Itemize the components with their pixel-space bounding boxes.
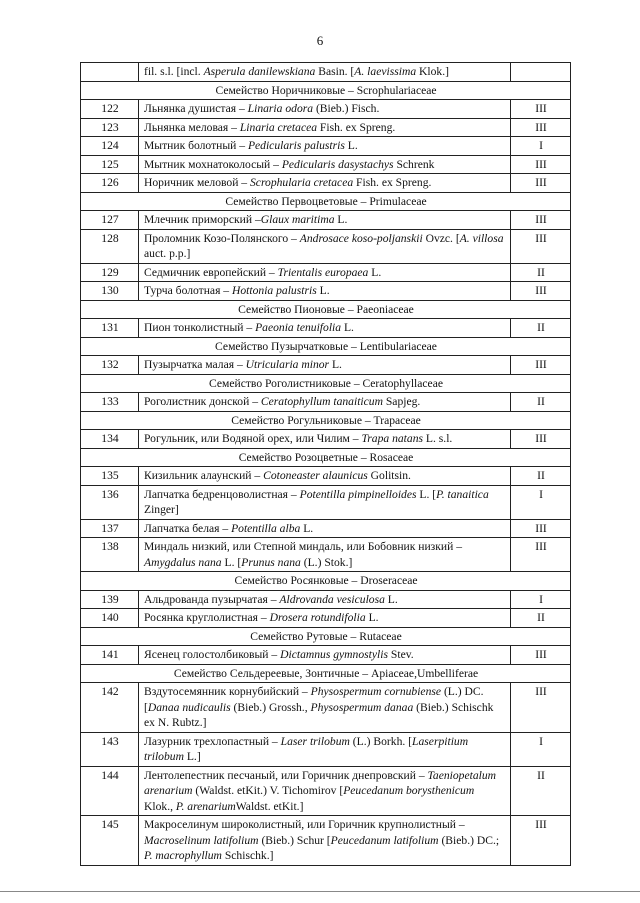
rarity-category: III xyxy=(511,118,571,137)
family-header-row xyxy=(81,81,571,100)
rarity-category: III xyxy=(511,816,571,866)
species-name: Росянка круглолистная – Drosera rotundifolia L. xyxy=(139,609,511,628)
species-name: Норичник меловой – Scrophularia cretacea Fish. ex Spreng. xyxy=(139,174,511,193)
species-number: 128 xyxy=(81,229,139,263)
species-number: 132 xyxy=(81,356,139,375)
rarity-category: III xyxy=(511,100,571,119)
species-number: 135 xyxy=(81,467,139,486)
species-row xyxy=(81,229,571,263)
species-row xyxy=(81,609,571,628)
family-header-row xyxy=(81,572,571,591)
family-header-row xyxy=(81,411,571,430)
rarity-category: II xyxy=(511,263,571,282)
species-number: 130 xyxy=(81,282,139,301)
species-row xyxy=(81,137,571,156)
species-name: Кизильник алаунский – Cotoneaster alaunicus Golitsin. xyxy=(139,467,511,486)
species-name: Рогульник, или Водяной орех, или Чилим – Trapa natans L. s.l. xyxy=(139,430,511,449)
species-name: Млечник приморский –Glaux maritima L. xyxy=(139,211,511,230)
rarity-category: III xyxy=(511,211,571,230)
species-name: Лапчатка белая – Potentilla alba L. xyxy=(139,519,511,538)
species-number: 138 xyxy=(81,538,139,572)
species-name: Миндаль низкий, или Степной миндаль, или Бобовник низкий – Amygdalus nana L. [Prunus nana (L.) Stok.] xyxy=(139,538,511,572)
species-name: Лапчатка бедренцоволистная – Potentilla pimpinelloides L. [P. tanaitica Zinger] xyxy=(139,485,511,519)
species-row xyxy=(81,155,571,174)
rarity-category xyxy=(511,63,571,82)
rarity-category: I xyxy=(511,590,571,609)
species-row xyxy=(81,393,571,412)
species-number: 123 xyxy=(81,118,139,137)
species-number: 133 xyxy=(81,393,139,412)
rarity-category: III xyxy=(511,155,571,174)
species-number: 144 xyxy=(81,766,139,816)
rarity-category: I xyxy=(511,485,571,519)
species-number: 131 xyxy=(81,319,139,338)
species-name: Пузырчатка малая – Utricularia minor L. xyxy=(139,356,511,375)
family-header-row xyxy=(81,300,571,319)
species-row xyxy=(81,100,571,119)
species-row xyxy=(81,732,571,766)
species-row xyxy=(81,319,571,338)
rarity-category: II xyxy=(511,609,571,628)
species-name: Льнянка душистая – Linaria odora (Bieb.) Fisch. xyxy=(139,100,511,119)
rarity-category: II xyxy=(511,393,571,412)
species-name: Лентолепестник песчаный, или Горичник днепровский – Taeniopetalum arenarium (Waldst. etKit.) V. Tichomirov [Peucedanum borysthenicum Klok., P. arenariumWaldst. etKit.] xyxy=(139,766,511,816)
rarity-category: III xyxy=(511,356,571,375)
species-row xyxy=(81,263,571,282)
species-number: 143 xyxy=(81,732,139,766)
family-header-row xyxy=(81,627,571,646)
species-row xyxy=(81,282,571,301)
species-name: Альдрованда пузырчатая – Aldrovanda vesiculosa L. xyxy=(139,590,511,609)
rarity-category: III xyxy=(511,174,571,193)
family-header-row xyxy=(81,664,571,683)
family-name: Семейство Норичниковые – Scrophulariaceae xyxy=(81,81,571,100)
rarity-category: III xyxy=(511,683,571,733)
family-name: Семейство Пионовые – Paeoniaceae xyxy=(81,300,571,319)
species-name: Мытник болотный – Pedicularis palustris L. xyxy=(139,137,511,156)
page-bottom-divider xyxy=(0,891,640,892)
species-row xyxy=(81,118,571,137)
rarity-category: III xyxy=(511,519,571,538)
species-name: Проломник Козо-Полянского – Androsace koso-poljanskii Ovzc. [A. villosa auct. p.p.] xyxy=(139,229,511,263)
species-row xyxy=(81,519,571,538)
species-number: 129 xyxy=(81,263,139,282)
species-number: 137 xyxy=(81,519,139,538)
species-number: 145 xyxy=(81,816,139,866)
species-number: 122 xyxy=(81,100,139,119)
species-name: Льнянка меловая – Linaria cretacea Fish. ex Spreng. xyxy=(139,118,511,137)
rarity-category: I xyxy=(511,137,571,156)
species-row xyxy=(81,211,571,230)
page-number: 6 xyxy=(316,33,324,48)
species-row xyxy=(81,766,571,816)
species-number: 127 xyxy=(81,211,139,230)
species-number: 134 xyxy=(81,430,139,449)
species-name: Макроселинум широколистный, или Горичник крупнолистный – Macroselinum latifolium (Bieb.) Schur [Peucedanum latifolium (Bieb.) DC.; P. macrophyllum Schischk.] xyxy=(139,816,511,866)
species-row xyxy=(81,174,571,193)
family-name: Семейство Рутовые – Rutaceae xyxy=(81,627,571,646)
family-name: Семейство Пузырчатковые – Lentibulariaceae xyxy=(81,337,571,356)
family-name: Семейство Розоцветные – Rosaceae xyxy=(81,448,571,467)
species-row xyxy=(81,683,571,733)
species-number: 126 xyxy=(81,174,139,193)
rarity-category: II xyxy=(511,766,571,816)
species-name: Ясенец голостолбиковый – Dictamnus gymnostylis Stev. xyxy=(139,646,511,665)
species-name: fil. s.l. [incl. Asperula danilewskiana Basin. [A. laevissima Klok.] xyxy=(139,63,511,82)
rarity-category: III xyxy=(511,430,571,449)
rarity-category: II xyxy=(511,319,571,338)
species-row xyxy=(81,63,571,82)
rarity-category: III xyxy=(511,646,571,665)
species-number: 125 xyxy=(81,155,139,174)
family-name: Семейство Первоцветовые – Primulaceae xyxy=(81,192,571,211)
species-name: Роголистник донской – Ceratophyllum tanaiticum Sapjeg. xyxy=(139,393,511,412)
rarity-category: II xyxy=(511,467,571,486)
species-name: Пион тонколистный – Paeonia tenuifolia L. xyxy=(139,319,511,338)
family-header-row xyxy=(81,448,571,467)
species-name: Мытник мохнатоколосый – Pedicularis dasystachys Schrenk xyxy=(139,155,511,174)
species-row xyxy=(81,356,571,375)
species-name: Турча болотная – Hottonia palustris L. xyxy=(139,282,511,301)
species-name: Лазурник трехлопастный – Laser trilobum (L.) Borkh. [Laserpitium trilobum L.] xyxy=(139,732,511,766)
species-row xyxy=(81,485,571,519)
species-row xyxy=(81,590,571,609)
family-name: Семейство Рогульниковые – Trapaceae xyxy=(81,411,571,430)
species-number: 140 xyxy=(81,609,139,628)
species-name: Вздутосемянник корнубийский – Physospermum cornubiense (L.) DC. [Danaa nudicaulis (Bieb.) Grossh., Physospermum danaa (Bieb.) Schischk ex N. Rubtz.] xyxy=(139,683,511,733)
family-name: Семейство Роголистниковые – Ceratophyllaceae xyxy=(81,374,571,393)
species-row xyxy=(81,816,571,866)
species-table xyxy=(80,62,571,866)
species-row xyxy=(81,646,571,665)
species-number: 124 xyxy=(81,137,139,156)
family-header-row xyxy=(81,192,571,211)
species-number: 142 xyxy=(81,683,139,733)
rarity-category: III xyxy=(511,538,571,572)
family-header-row xyxy=(81,374,571,393)
species-number xyxy=(81,63,139,82)
family-header-row xyxy=(81,337,571,356)
species-number: 141 xyxy=(81,646,139,665)
species-row xyxy=(81,430,571,449)
rarity-category: III xyxy=(511,282,571,301)
species-name: Седмичник европейский – Trientalis europaea L. xyxy=(139,263,511,282)
species-row xyxy=(81,538,571,572)
species-number: 139 xyxy=(81,590,139,609)
rarity-category: III xyxy=(511,229,571,263)
family-name: Семейство Сельдереевые, Зонтичные – Apiaceae,Umbelliferae xyxy=(81,664,571,683)
species-number: 136 xyxy=(81,485,139,519)
rarity-category: I xyxy=(511,732,571,766)
species-row xyxy=(81,467,571,486)
family-name: Семейство Росянковые – Droseraceae xyxy=(81,572,571,591)
